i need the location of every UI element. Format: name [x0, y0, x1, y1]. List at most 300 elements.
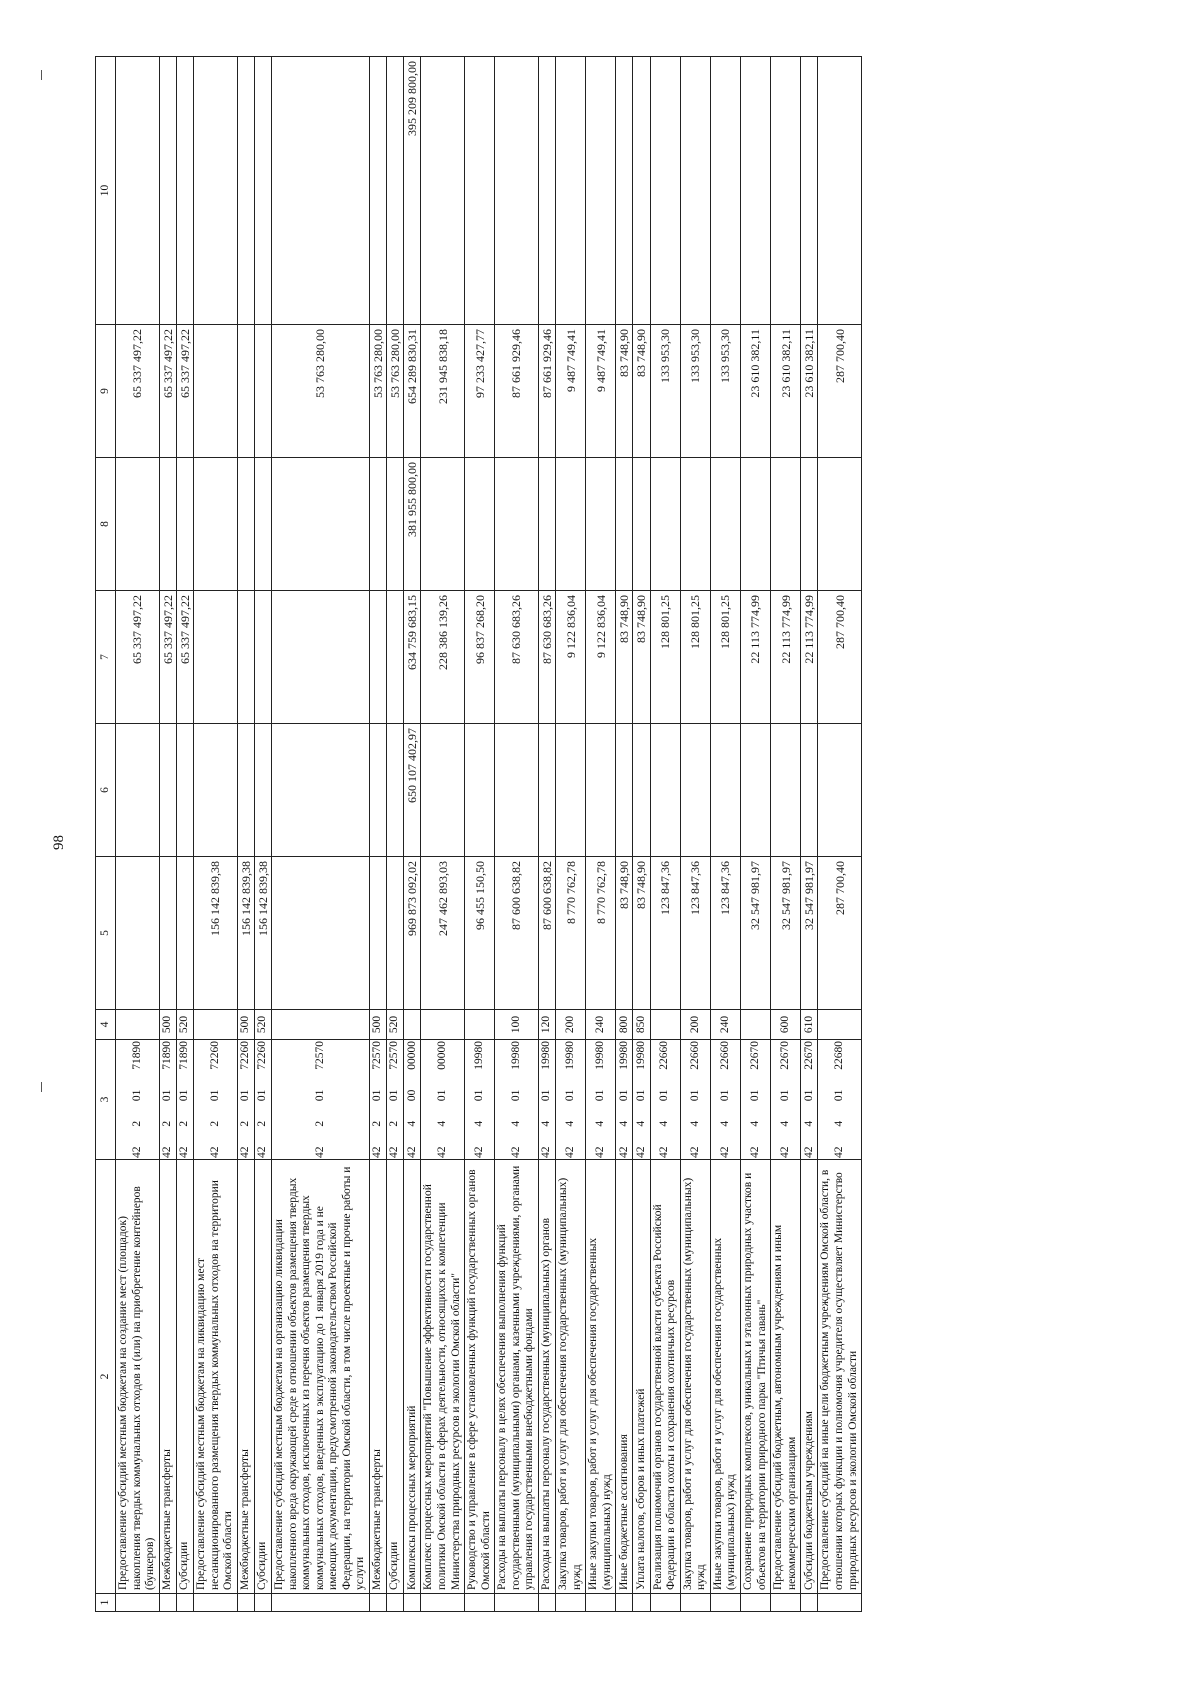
amount-col-6 [272, 724, 370, 857]
code-part: 01 [718, 1089, 731, 1102]
amount-col-10 [616, 57, 633, 325]
code-part: 01 [688, 1089, 701, 1102]
amount-col-7: 634 759 683,15 [404, 591, 421, 724]
amount-col-8 [495, 458, 539, 591]
code-part: 4 [718, 1120, 731, 1127]
amount-col-5: 83 748,90 [616, 857, 633, 1010]
expense-type-code [116, 1010, 160, 1040]
code-part: 72260 [238, 1041, 251, 1070]
amount-col-6 [237, 724, 254, 857]
amount-col-7: 65 337 497,22 [176, 591, 193, 724]
code-part: 01 [748, 1089, 761, 1102]
code-part: 01 [208, 1089, 221, 1102]
code-part: 71890 [178, 1041, 191, 1070]
amount-col-6 [710, 724, 740, 857]
amount-col-10: 395 209 800,00 [404, 57, 421, 325]
amount-col-9: 97 233 427,77 [465, 325, 495, 458]
row-index-cell [421, 1594, 465, 1612]
code-part: 2 [178, 1120, 191, 1127]
target-article-code [254, 1040, 271, 1160]
amount-col-5 [176, 857, 193, 1010]
column-header-1: 1 [96, 1594, 116, 1612]
column-header-10: 10 [96, 57, 116, 325]
row-name: Предоставление субсидий местным бюджетам на организацию ликвидации накопленного вреда окружающей среде в отношении объектов размещения твердых коммунальных отходов, исключенных из перечня объектов размещения твердых коммунальных отходов, введенных в эксплуатацию до 1 января 2019 года и не имеющих документации, предусмотренной законодательством Российской Федерации, на территории Омской области, в том числе проектные и прочие работы и услуги [272, 1160, 370, 1594]
amount-col-6 [818, 724, 862, 857]
row-index-cell [538, 1594, 555, 1612]
code-part: 2 [208, 1120, 221, 1127]
code-part: 4 [405, 1120, 418, 1127]
amount-col-10 [771, 57, 801, 325]
table-row [771, 57, 801, 1612]
amount-col-8 [194, 458, 238, 591]
amount-col-8 [710, 458, 740, 591]
code-part: 42 [178, 1146, 191, 1158]
amount-col-5: 156 142 839,38 [237, 857, 254, 1010]
amount-col-9: 53 763 280,00 [272, 325, 370, 458]
amount-col-8 [272, 458, 370, 591]
code-part: 01 [160, 1089, 173, 1102]
code-part: 42 [832, 1146, 845, 1158]
expense-type-code [194, 1010, 238, 1040]
column-header-5: 5 [96, 857, 116, 1010]
code-part: 42 [130, 1146, 143, 1158]
target-article-code [176, 1040, 193, 1160]
target-article-code [495, 1040, 539, 1160]
row-name: Комплекс процессных мероприятий "Повышение эффективности государственной политики Омской области в сферах деятельности, относящихся к компетенции Министерства природных ресурсов и экологии Омской области" [421, 1160, 465, 1594]
amount-col-7: 22 113 774,99 [801, 591, 818, 724]
row-index-cell [465, 1594, 495, 1612]
code-part: 42 [238, 1146, 251, 1158]
row-index-cell [650, 1594, 680, 1612]
code-part: 19980 [472, 1041, 485, 1070]
scan-mark [41, 1082, 42, 1092]
code-part: 42 [634, 1146, 647, 1158]
amount-col-8 [237, 458, 254, 591]
amount-col-8 [387, 458, 404, 591]
table-row [710, 57, 740, 1612]
table-row [159, 57, 176, 1612]
amount-col-7: 128 801,25 [710, 591, 740, 724]
amount-col-9: 65 337 497,22 [116, 325, 160, 458]
row-name: Субсидии [387, 1160, 404, 1594]
target-article-code [272, 1040, 370, 1160]
amount-col-5 [116, 857, 160, 1010]
amount-col-10 [369, 57, 386, 325]
code-part: 01 [540, 1089, 553, 1102]
amount-col-6 [556, 724, 586, 857]
code-part: 4 [658, 1120, 671, 1127]
page-number-text: 98 [51, 835, 67, 850]
amount-col-5: 123 847,36 [650, 857, 680, 1010]
column-header-6: 6 [96, 724, 116, 857]
code-part: 42 [208, 1146, 221, 1158]
expense-type-code [650, 1010, 680, 1040]
column-number-row [96, 57, 116, 1612]
code-part: 01 [178, 1089, 191, 1102]
amount-col-10 [194, 57, 238, 325]
amount-col-9: 654 289 830,31 [404, 325, 421, 458]
expense-type-code: 600 [771, 1010, 801, 1040]
code-part: 42 [371, 1146, 384, 1158]
code-part: 42 [778, 1146, 791, 1158]
amount-col-9: 53 763 280,00 [369, 325, 386, 458]
code-part: 19980 [634, 1041, 647, 1070]
table-row [254, 57, 271, 1612]
row-name: Субсидии [176, 1160, 193, 1594]
amount-col-6 [465, 724, 495, 857]
amount-col-8 [421, 458, 465, 591]
code-part: 01 [802, 1089, 815, 1102]
code-part: 01 [593, 1089, 606, 1102]
code-part: 4 [563, 1120, 576, 1127]
column-header-3: 3 [96, 1040, 116, 1160]
code-part: 2 [313, 1120, 326, 1127]
amount-col-9: 65 337 497,22 [159, 325, 176, 458]
row-name: Межбюджетные трансферты [159, 1160, 176, 1594]
amount-col-7 [237, 591, 254, 724]
amount-col-8 [771, 458, 801, 591]
amount-col-6 [194, 724, 238, 857]
table-row [387, 57, 404, 1612]
code-part: 42 [509, 1146, 522, 1158]
amount-col-9: 23 610 382,11 [741, 325, 771, 458]
table-row [556, 57, 586, 1612]
row-name: Закупка товаров, работ и услуг для обеспечения государственных (муниципальных) нужд [680, 1160, 710, 1594]
amount-col-6 [680, 724, 710, 857]
table-row [194, 57, 238, 1612]
row-name: Предоставление субсидий на иные цели бюджетным учреждениям Омской области, в отношении которых функции и полномочия учредителя осуществляет Министерство природных ресурсов и экологии Омской области [818, 1160, 862, 1594]
code-part: 01 [238, 1089, 251, 1102]
amount-col-8 [159, 458, 176, 591]
amount-col-9: 23 610 382,11 [801, 325, 818, 458]
row-name: Предоставление субсидий местным бюджетам на создание мест (площадок) накопления твердых коммунальных отходов и (или) на приобретение контейнеров (бункеров) [116, 1160, 160, 1594]
amount-col-6 [421, 724, 465, 857]
code-part: 42 [593, 1146, 606, 1158]
table-row [741, 57, 771, 1612]
amount-col-10 [801, 57, 818, 325]
amount-col-5: 87 600 638,82 [538, 857, 555, 1010]
page-number [52, 834, 67, 851]
target-article-code [586, 1040, 616, 1160]
amount-col-7: 128 801,25 [680, 591, 710, 724]
amount-col-8 [538, 458, 555, 591]
code-part: 4 [617, 1120, 630, 1127]
amount-col-7 [272, 591, 370, 724]
code-part: 71890 [130, 1041, 143, 1070]
amount-col-6 [254, 724, 271, 857]
amount-col-6 [650, 724, 680, 857]
amount-col-6 [771, 724, 801, 857]
amount-col-9: 23 610 382,11 [771, 325, 801, 458]
table-row [616, 57, 633, 1612]
code-part: 19980 [593, 1041, 606, 1070]
code-part: 01 [563, 1089, 576, 1102]
target-article-code [538, 1040, 555, 1160]
code-part: 72570 [313, 1041, 326, 1070]
code-part: 01 [634, 1089, 647, 1102]
amount-col-7: 9 122 836,04 [556, 591, 586, 724]
code-part: 22670 [748, 1041, 761, 1070]
amount-col-6 [633, 724, 650, 857]
table-row [272, 57, 370, 1612]
amount-col-5: 123 847,36 [680, 857, 710, 1010]
row-index-cell [176, 1594, 193, 1612]
target-article-code [556, 1040, 586, 1160]
code-part: 42 [802, 1146, 815, 1158]
code-part: 72260 [208, 1041, 221, 1070]
code-part: 4 [540, 1120, 553, 1127]
code-part: 01 [371, 1089, 384, 1102]
table-row [404, 57, 421, 1612]
amount-col-9 [237, 325, 254, 458]
row-name: Межбюджетные трансферты [237, 1160, 254, 1594]
code-part: 01 [130, 1089, 143, 1102]
code-part: 4 [748, 1120, 761, 1127]
code-part: 22660 [658, 1041, 671, 1070]
code-part: 42 [540, 1146, 553, 1158]
code-part: 01 [658, 1089, 671, 1102]
amount-col-5: 123 847,36 [710, 857, 740, 1010]
target-article-code [404, 1040, 421, 1160]
amount-col-7: 83 748,90 [633, 591, 650, 724]
amount-col-7: 9 122 836,04 [586, 591, 616, 724]
table-row [369, 57, 386, 1612]
expense-type-code: 850 [633, 1010, 650, 1040]
code-part: 01 [472, 1089, 485, 1102]
amount-col-9: 87 661 929,46 [495, 325, 539, 458]
amount-col-8 [650, 458, 680, 591]
amount-col-5: 247 462 893,03 [421, 857, 465, 1010]
amount-col-5: 8 770 762,78 [556, 857, 586, 1010]
code-part: 72570 [371, 1041, 384, 1070]
code-part: 42 [658, 1146, 671, 1158]
amount-col-7: 228 386 139,26 [421, 591, 465, 724]
amount-col-9: 83 748,90 [616, 325, 633, 458]
code-part: 2 [130, 1120, 143, 1127]
amount-col-9: 53 763 280,00 [387, 325, 404, 458]
target-article-code [650, 1040, 680, 1160]
amount-col-7 [254, 591, 271, 724]
amount-col-8 [586, 458, 616, 591]
amount-col-8 [465, 458, 495, 591]
amount-col-7: 22 113 774,99 [771, 591, 801, 724]
amount-col-7: 65 337 497,22 [116, 591, 160, 724]
scan-mark [41, 70, 42, 80]
amount-col-10 [237, 57, 254, 325]
amount-col-8 [680, 458, 710, 591]
target-article-code [771, 1040, 801, 1160]
row-index-cell [633, 1594, 650, 1612]
expense-type-code: 520 [176, 1010, 193, 1040]
row-index-cell [556, 1594, 586, 1612]
amount-col-7: 87 630 683,26 [538, 591, 555, 724]
amount-col-8 [369, 458, 386, 591]
row-index-cell [194, 1594, 238, 1612]
expense-type-code: 200 [680, 1010, 710, 1040]
code-part: 22660 [718, 1041, 731, 1070]
row-name: Руководство и управление в сфере установленных функций государственных органов Омской области [465, 1160, 495, 1594]
amount-col-6 [387, 724, 404, 857]
code-part: 72260 [256, 1041, 269, 1070]
amount-col-6 [741, 724, 771, 857]
expense-type-code: 500 [159, 1010, 176, 1040]
column-header-2: 2 [96, 1160, 116, 1594]
code-part: 42 [256, 1146, 269, 1158]
row-name: Расходы на выплаты персоналу в целях обеспечения выполнения функций государственными (муниципальными) органами, казенными учреждениями, органами управления государственными внебюджетными фондами [495, 1160, 539, 1594]
table-row [495, 57, 539, 1612]
code-part: 4 [472, 1120, 485, 1127]
code-part: 00000 [405, 1041, 418, 1070]
row-index-cell [801, 1594, 818, 1612]
code-part: 42 [688, 1146, 701, 1158]
amount-col-6 [369, 724, 386, 857]
table-row [421, 57, 465, 1612]
amount-col-10 [556, 57, 586, 325]
target-article-code [741, 1040, 771, 1160]
amount-col-10 [254, 57, 271, 325]
expense-type-code [741, 1010, 771, 1040]
expense-type-code: 500 [369, 1010, 386, 1040]
code-part: 4 [802, 1120, 815, 1127]
amount-col-10 [421, 57, 465, 325]
amount-col-9: 87 661 929,46 [538, 325, 555, 458]
budget-table [95, 56, 862, 1612]
amount-col-5 [387, 857, 404, 1010]
row-index-cell [387, 1594, 404, 1612]
amount-col-6 [176, 724, 193, 857]
amount-col-5: 32 547 981,97 [801, 857, 818, 1010]
amount-col-6 [159, 724, 176, 857]
row-index-cell [237, 1594, 254, 1612]
amount-col-6 [116, 724, 160, 857]
row-name: Расходы на выплаты персоналу государственных (муниципальных) органов [538, 1160, 555, 1594]
code-part: 01 [617, 1089, 630, 1102]
table-row [237, 57, 254, 1612]
target-article-code [421, 1040, 465, 1160]
code-part: 42 [563, 1146, 576, 1158]
target-article-code [387, 1040, 404, 1160]
amount-col-9: 287 700,40 [818, 325, 862, 458]
amount-col-8 [616, 458, 633, 591]
expense-type-code [272, 1010, 370, 1040]
amount-col-10 [633, 57, 650, 325]
amount-col-8 [818, 458, 862, 591]
target-article-code [680, 1040, 710, 1160]
amount-col-10 [650, 57, 680, 325]
code-part: 01 [435, 1089, 448, 1102]
amount-col-10 [538, 57, 555, 325]
code-part: 4 [778, 1120, 791, 1127]
expense-type-code: 800 [616, 1010, 633, 1040]
column-header-7: 7 [96, 591, 116, 724]
code-part: 22670 [778, 1041, 791, 1070]
row-name: Субсидии бюджетным учреждениям [801, 1160, 818, 1594]
table-row [650, 57, 680, 1612]
amount-col-10 [465, 57, 495, 325]
target-article-code [465, 1040, 495, 1160]
amount-col-9 [194, 325, 238, 458]
table-row [633, 57, 650, 1612]
amount-col-8 [801, 458, 818, 591]
expense-type-code: 200 [556, 1010, 586, 1040]
amount-col-5 [369, 857, 386, 1010]
amount-col-6 [616, 724, 633, 857]
row-name: Иные закупки товаров, работ и услуг для обеспечения государственных (муниципальных) нужд [586, 1160, 616, 1594]
amount-col-7 [369, 591, 386, 724]
code-part: 42 [435, 1146, 448, 1158]
amount-col-8 [176, 458, 193, 591]
amount-col-5: 32 547 981,97 [771, 857, 801, 1010]
amount-col-8 [116, 458, 160, 591]
code-part: 22680 [832, 1041, 845, 1070]
amount-col-7: 287 700,40 [818, 591, 862, 724]
amount-col-7: 96 837 268,20 [465, 591, 495, 724]
amount-col-7 [194, 591, 238, 724]
code-part: 4 [435, 1120, 448, 1127]
code-part: 4 [509, 1120, 522, 1127]
code-part: 00000 [435, 1041, 448, 1070]
code-part: 00 [405, 1089, 418, 1102]
row-index-cell [404, 1594, 421, 1612]
row-index-cell [771, 1594, 801, 1612]
amount-col-5: 87 600 638,82 [495, 857, 539, 1010]
amount-col-9: 231 945 838,18 [421, 325, 465, 458]
row-index-cell [680, 1594, 710, 1612]
code-part: 42 [748, 1146, 761, 1158]
amount-col-7: 128 801,25 [650, 591, 680, 724]
code-part: 19980 [563, 1041, 576, 1070]
column-header-9: 9 [96, 325, 116, 458]
code-part: 2 [238, 1120, 251, 1127]
row-name: Иные закупки товаров, работ и услуг для обеспечения государственных (муниципальных) нужд [710, 1160, 740, 1594]
amount-col-10 [495, 57, 539, 325]
row-name: Закупка товаров, работ и услуг для обеспечения государственных (муниципальных) нужд [556, 1160, 586, 1594]
amount-col-10 [818, 57, 862, 325]
amount-col-7: 65 337 497,22 [159, 591, 176, 724]
amount-col-9: 133 953,30 [650, 325, 680, 458]
amount-col-5: 96 455 150,50 [465, 857, 495, 1010]
amount-col-9: 9 487 749,41 [586, 325, 616, 458]
code-part: 01 [778, 1089, 791, 1102]
amount-col-10 [116, 57, 160, 325]
code-part: 2 [256, 1120, 269, 1127]
amount-col-5: 156 142 839,38 [194, 857, 238, 1010]
target-article-code [818, 1040, 862, 1160]
target-article-code [116, 1040, 160, 1160]
code-part: 2 [388, 1120, 401, 1127]
code-part: 01 [832, 1089, 845, 1102]
row-index-cell [369, 1594, 386, 1612]
target-article-code [633, 1040, 650, 1160]
code-part: 71890 [160, 1041, 173, 1070]
expense-type-code [818, 1010, 862, 1040]
expense-type-code: 520 [254, 1010, 271, 1040]
table-row [801, 57, 818, 1612]
row-name: Сохранение природных комплексов, уникальных и эталонных природных участков и объектов на территории природного парка "Птичья гавань" [741, 1160, 771, 1594]
amount-col-7 [387, 591, 404, 724]
code-part: 01 [509, 1089, 522, 1102]
amount-col-7: 83 748,90 [616, 591, 633, 724]
table-row [680, 57, 710, 1612]
row-index-cell [710, 1594, 740, 1612]
amount-col-8 [741, 458, 771, 591]
code-part: 22660 [688, 1041, 701, 1070]
amount-col-6 [538, 724, 555, 857]
code-part: 42 [718, 1146, 731, 1158]
amount-col-5: 287 700,40 [818, 857, 862, 1010]
code-part: 19980 [617, 1041, 630, 1070]
target-article-code [801, 1040, 818, 1160]
